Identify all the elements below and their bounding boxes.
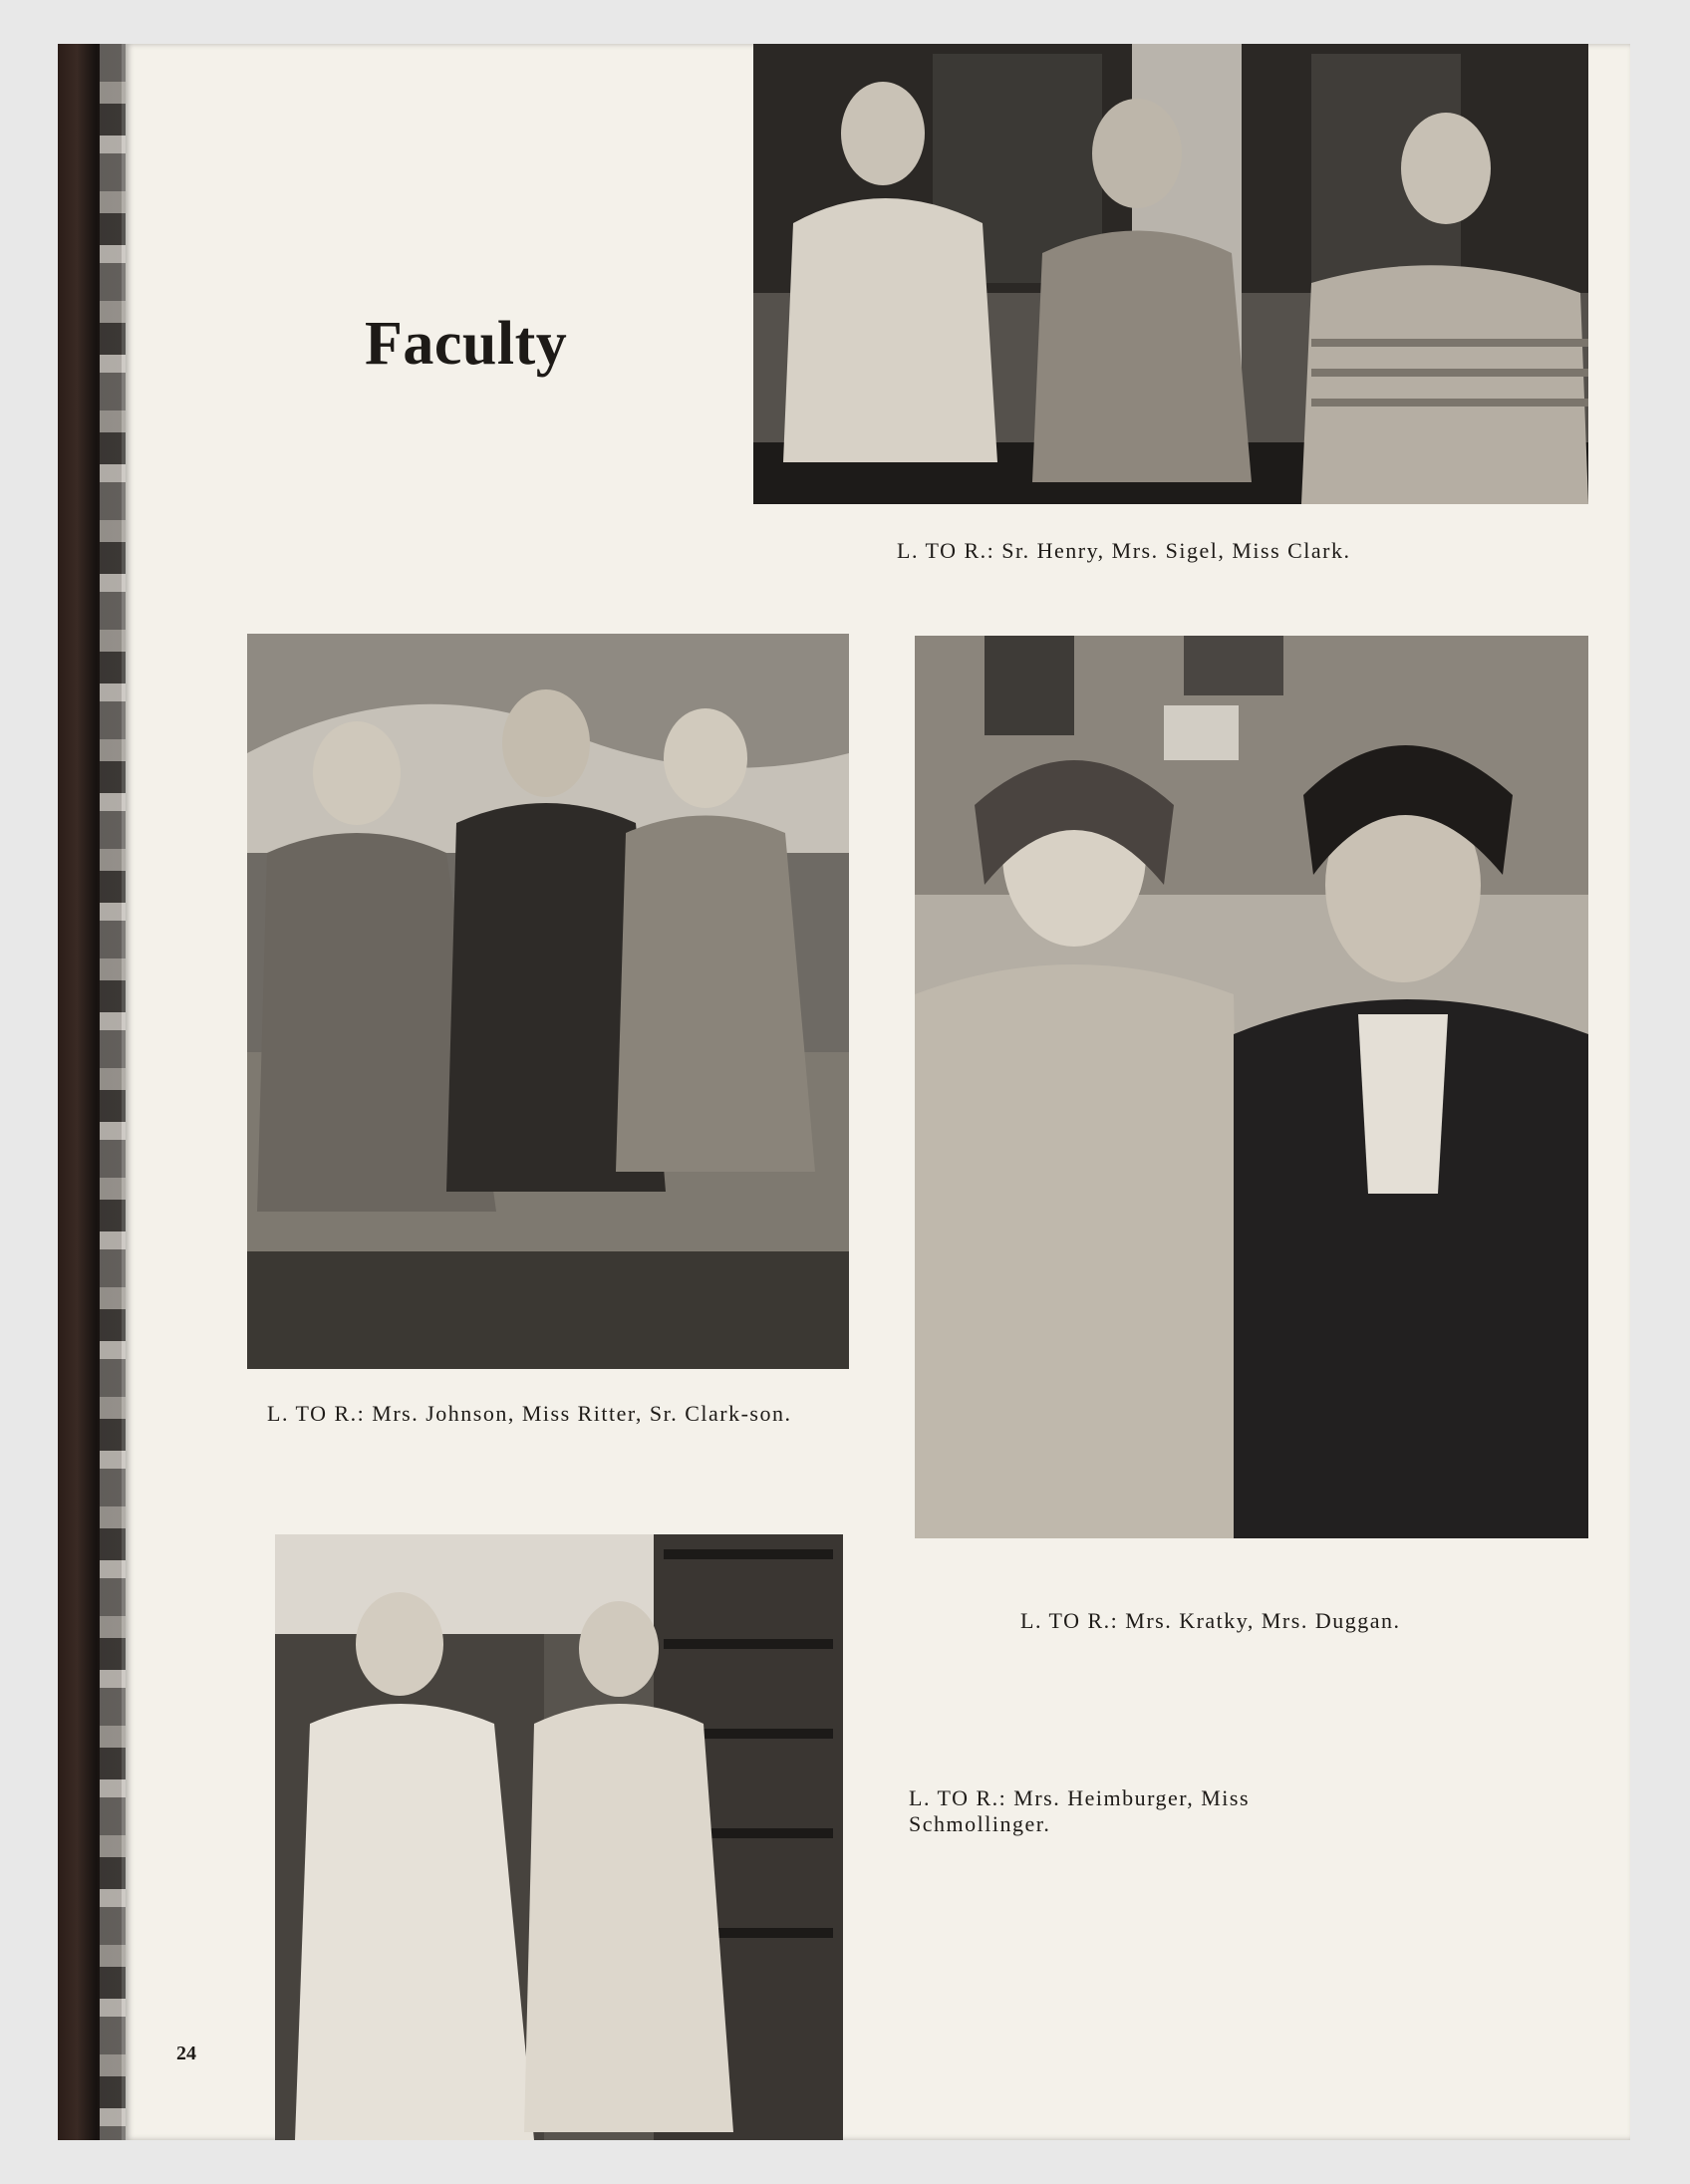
- caption-photo-3: L. TO R.: Mrs. Kratky, Mrs. Duggan.: [1020, 1608, 1401, 1633]
- page-title: Faculty: [365, 310, 568, 378]
- photo-henry-sigel-clark: [753, 44, 1588, 504]
- page-number: 24: [176, 2043, 196, 2064]
- adjacent-page-strip: [100, 44, 128, 2140]
- photo-johnson-ritter-clarkson: [247, 634, 849, 1369]
- caption-photo-1: L. TO R.: Sr. Henry, Mrs. Sigel, Miss Clark.: [897, 538, 1351, 563]
- photo-heimburger-schmollinger: [275, 1534, 843, 2140]
- caption-photo-2: L. TO R.: Mrs. Johnson, Miss Ritter, Sr. Clark-son.: [267, 1401, 792, 1426]
- caption-photo-4: L. TO R.: Mrs. Heimburger, Miss Schmollinger.: [909, 1785, 1251, 1836]
- photo-kratky-duggan: [915, 636, 1588, 1538]
